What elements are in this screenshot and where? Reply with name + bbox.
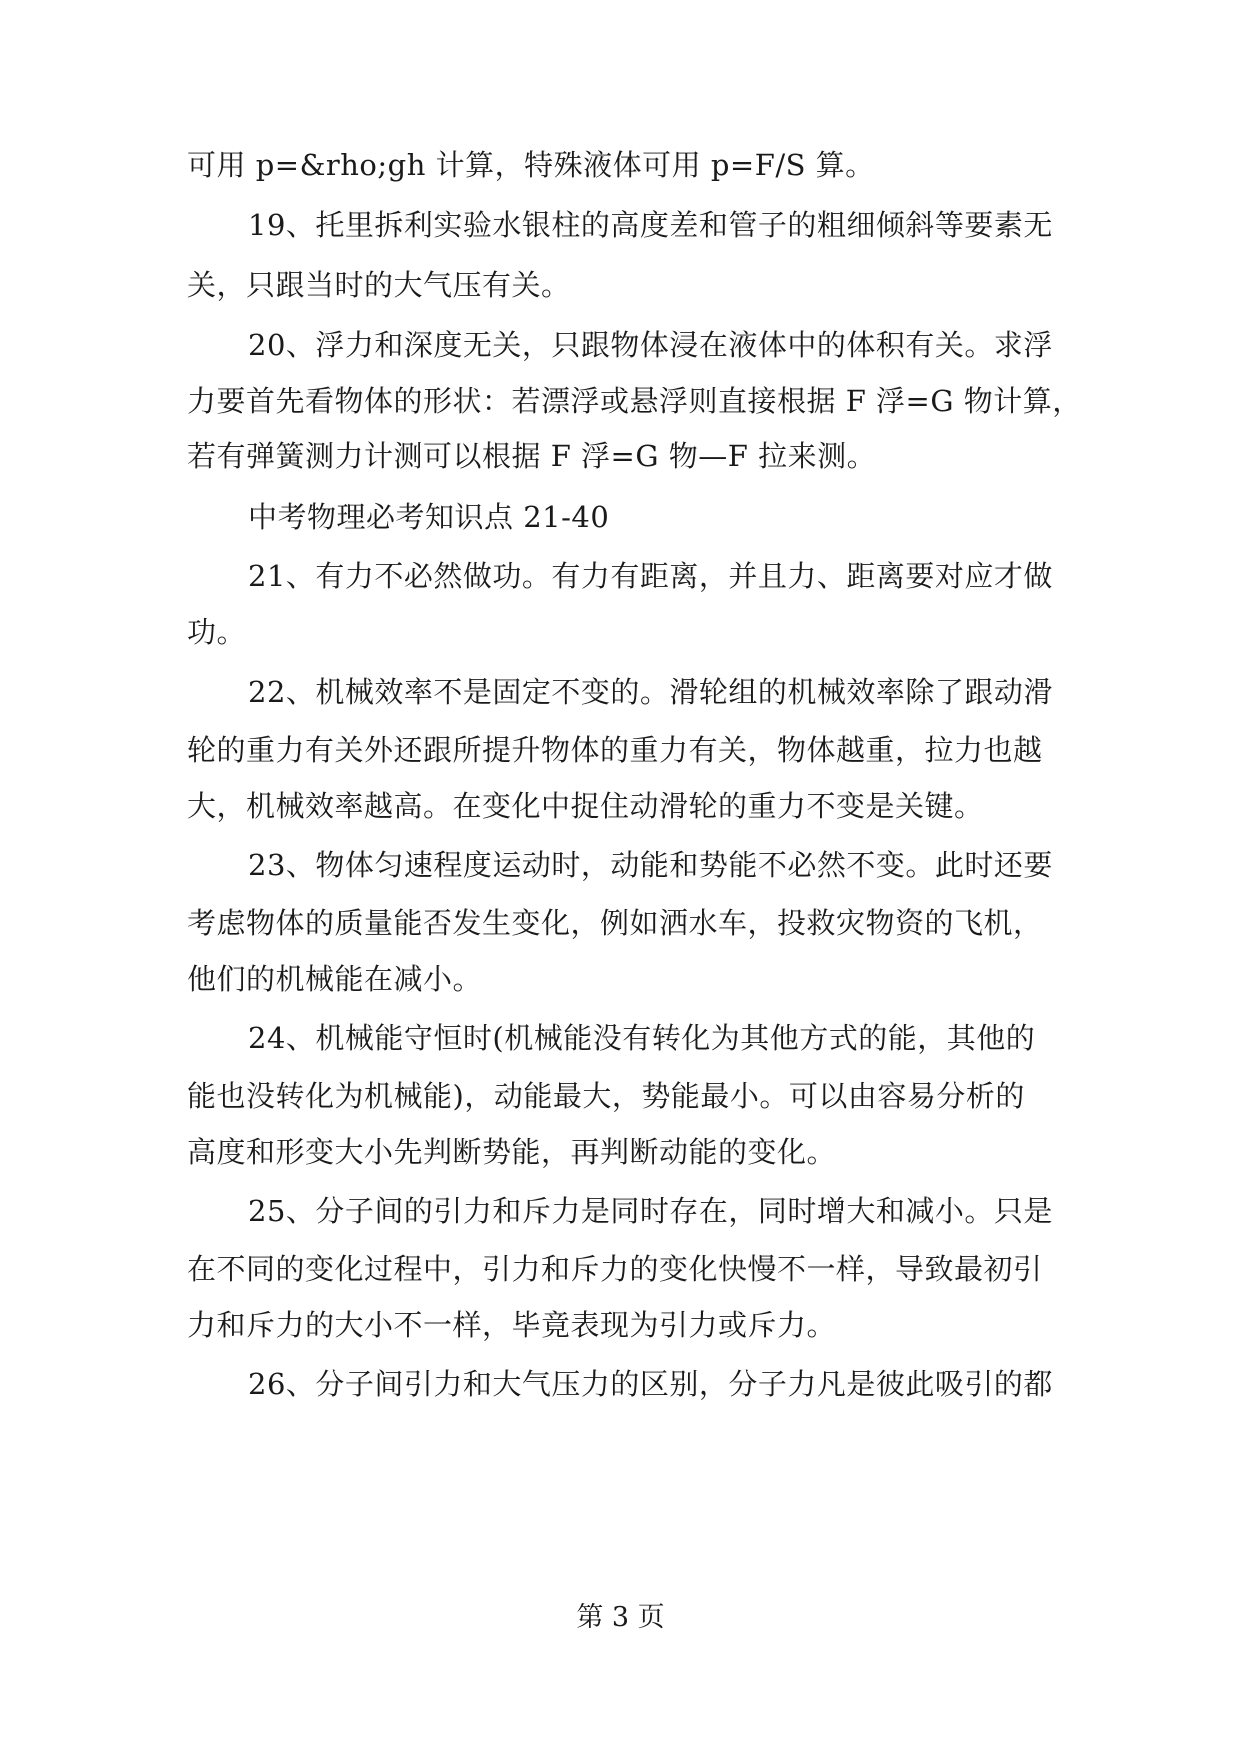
text-line: 19、托里拆利实验水银柱的高度差和管子的粗细倾斜等要素无 — [248, 208, 1053, 242]
text-line: 他们的机械能在减小。 — [187, 962, 483, 996]
text-line: 若有弹簧测力计测可以根据 F 浮=G 物—F 拉来测。 — [187, 439, 877, 473]
text-line: 大，机械效率越高。在变化中捉住动滑轮的重力不变是关键。 — [187, 789, 984, 823]
text-line: 在不同的变化过程中，引力和斥力的变化快慢不一样，导致最初引 — [187, 1252, 1043, 1286]
text-line: 23、物体匀速程度运动时，动能和势能不必然不变。此时还要 — [248, 848, 1053, 882]
page-number: 第 3 页 — [576, 1602, 665, 1633]
text-line: 关，只跟当时的大气压有关。 — [187, 268, 571, 302]
text-line: 26、分子间引力和大气压力的区别，分子力凡是彼此吸引的都 — [248, 1367, 1053, 1401]
section-heading: 中考物理必考知识点 21-40 — [248, 500, 610, 534]
text-line: 21、有力不必然做功。有力有距离，并且力、距离要对应才做 — [248, 559, 1053, 593]
text-line: 考虑物体的质量能否发生变化，例如洒水车，投救灾物资的飞机， — [187, 906, 1043, 940]
text-line: 24、机械能守恒时(机械能没有转化为其他方式的能，其他的 — [248, 1021, 1036, 1055]
text-line: 可用 p=&rho;gh 计算，特殊液体可用 p=F/S 算。 — [187, 148, 875, 182]
text-line: 功。 — [187, 615, 247, 649]
text-line: 力要首先看物体的形状：若漂浮或悬浮则直接根据 F 浮=G 物计算， — [187, 384, 1082, 418]
text-line: 高度和形变大小先判断势能，再判断动能的变化。 — [187, 1135, 837, 1169]
text-line: 轮的重力有关外还跟所提升物体的重力有关，物体越重，拉力也越 — [187, 733, 1043, 767]
text-line: 能也没转化为机械能)，动能最大，势能最小。可以由容易分析的 — [187, 1079, 1025, 1113]
text-line: 20、浮力和深度无关，只跟物体浸在液体中的体积有关。求浮 — [248, 328, 1053, 362]
text-line: 25、分子间的引力和斥力是同时存在，同时增大和减小。只是 — [248, 1194, 1053, 1228]
text-line: 22、机械效率不是固定不变的。滑轮组的机械效率除了跟动滑 — [248, 675, 1053, 709]
text-line: 力和斥力的大小不一样，毕竟表现为引力或斥力。 — [187, 1308, 837, 1342]
